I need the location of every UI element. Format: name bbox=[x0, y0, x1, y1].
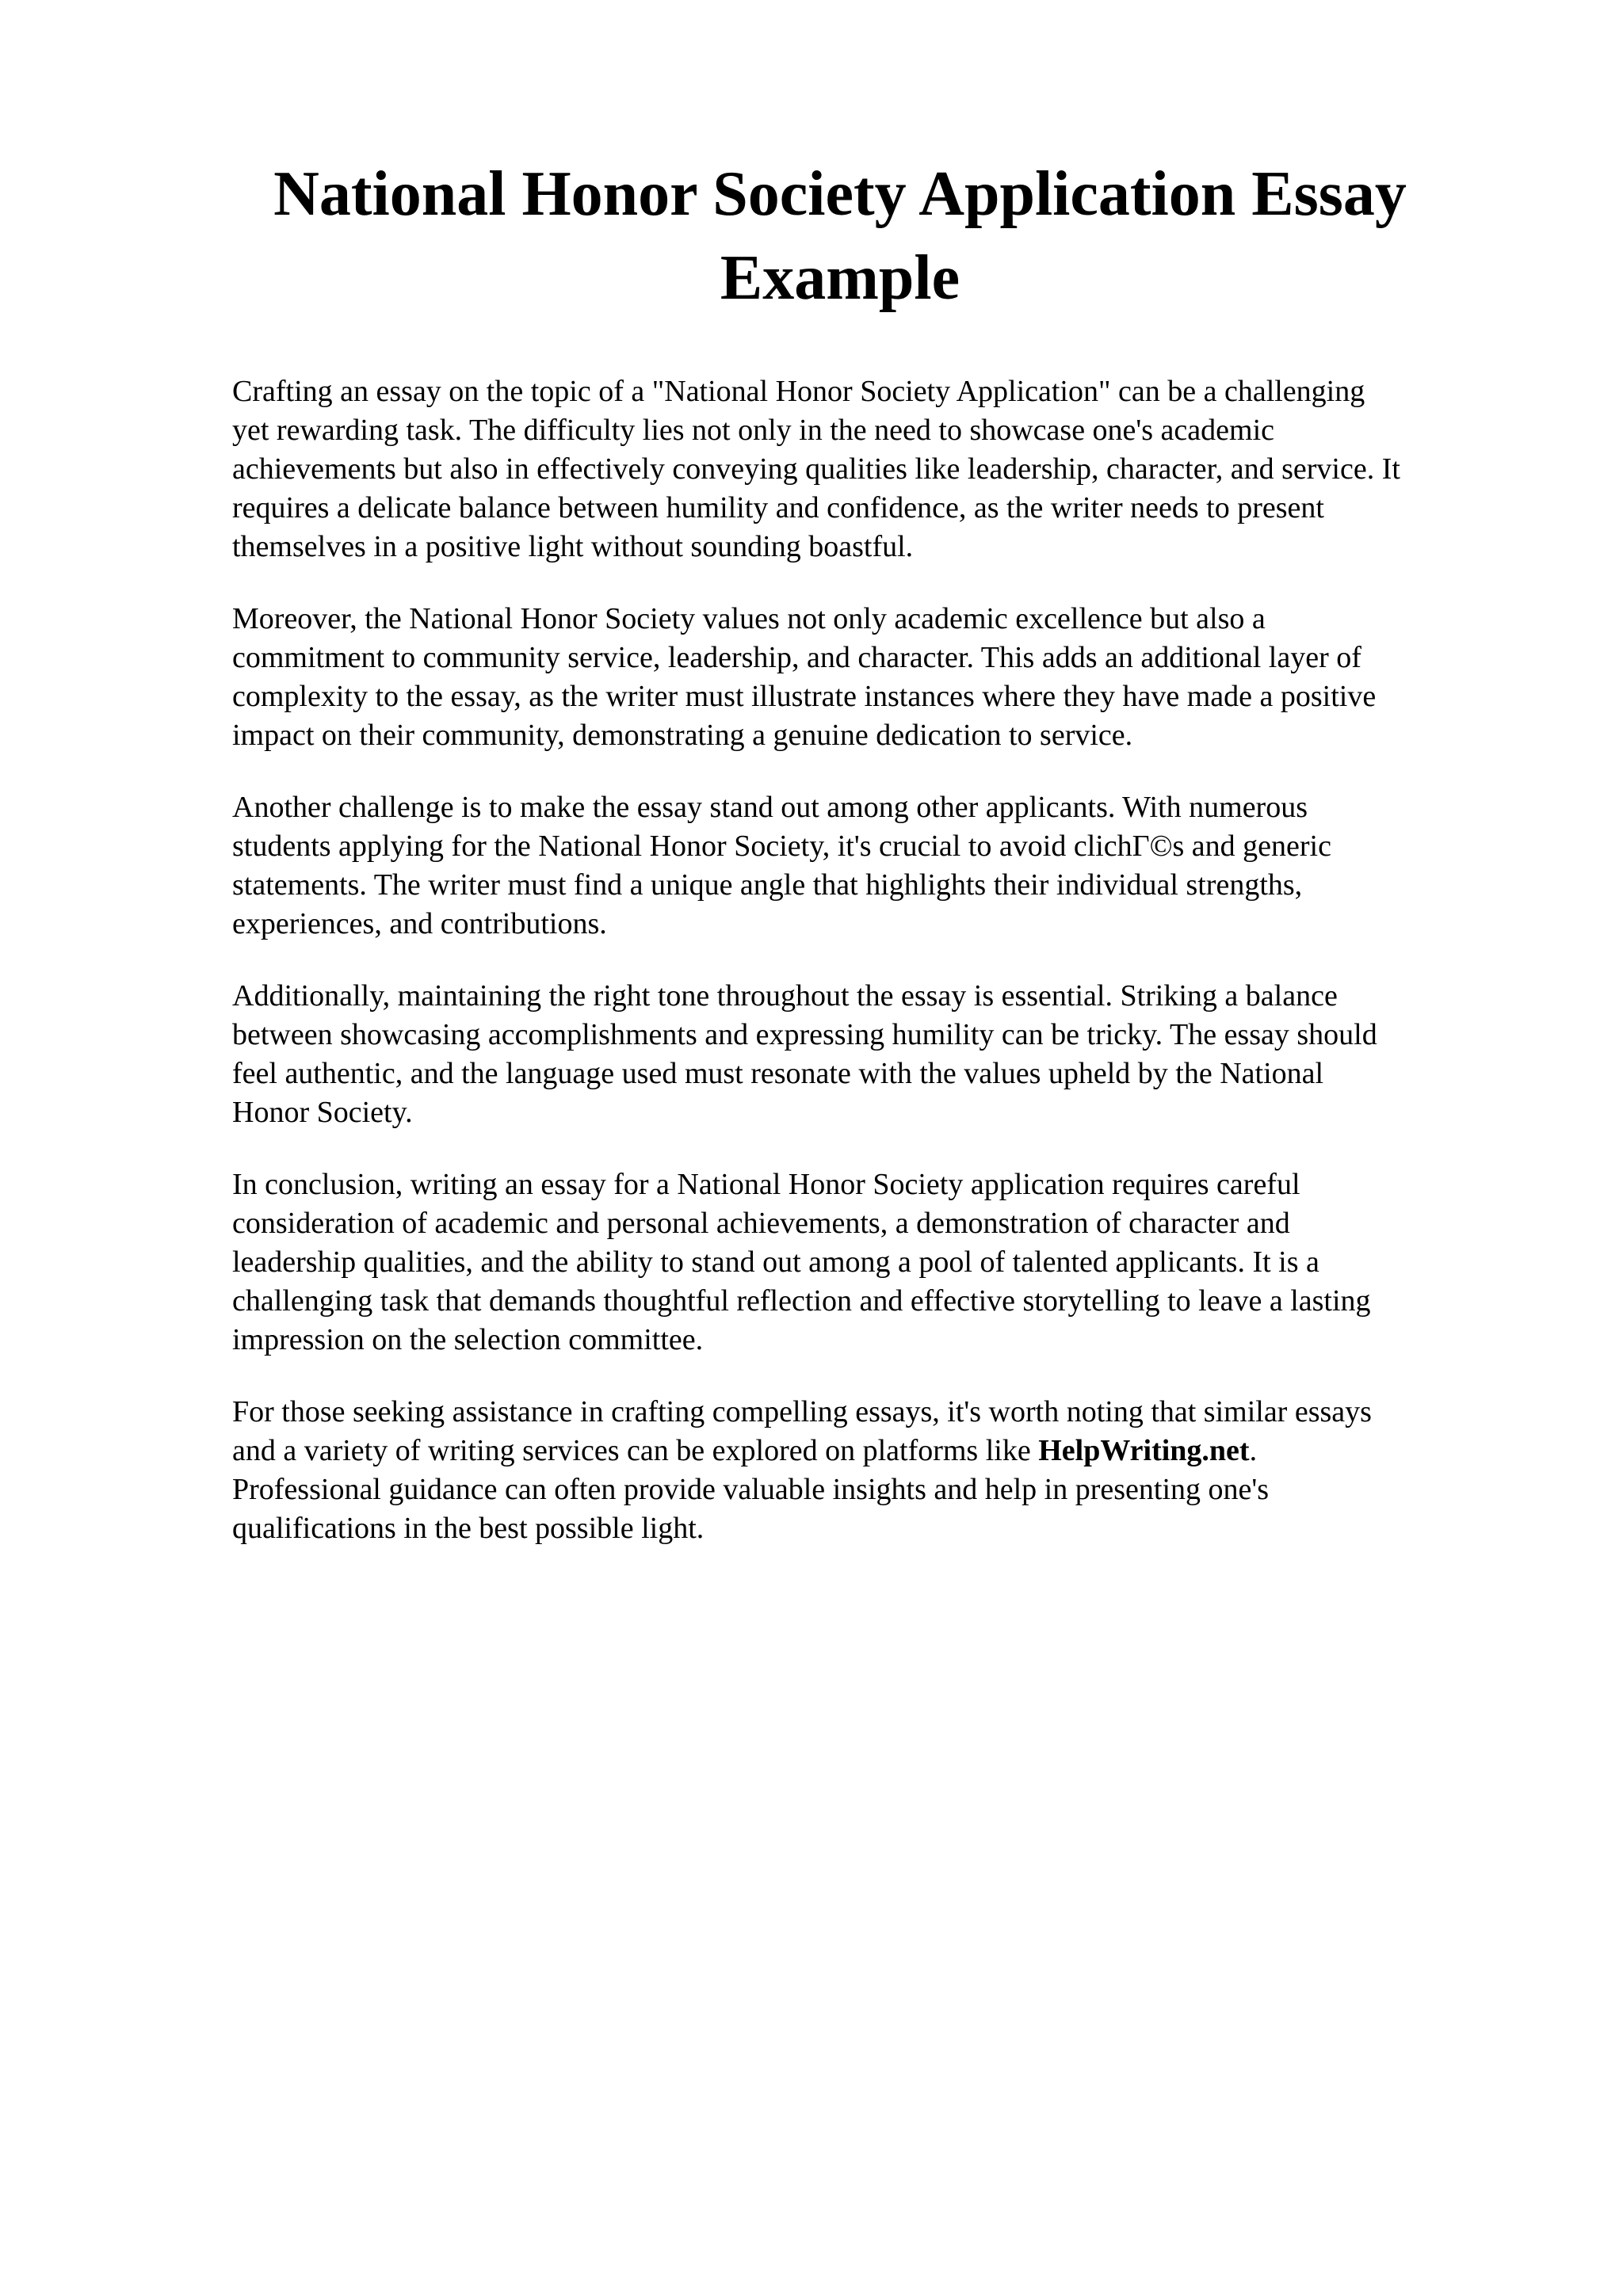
text-line bbox=[232, 1432, 1556, 1470]
text-line: between showcasing accomplishments and expressing humility can be tricky. The essay should bbox=[232, 1018, 1377, 1051]
text-line: consideration of academic and personal achievements, a demonstration of character and bbox=[232, 1207, 1290, 1240]
paragraph-2 bbox=[232, 600, 1556, 755]
text-fragment: . bbox=[1249, 1434, 1258, 1467]
text-line: impact on their community, demonstrating a genuine dedication to service. bbox=[232, 719, 1133, 752]
helpwriting-brand-link[interactable]: HelpWriting.net bbox=[1038, 1434, 1250, 1467]
text-fragment: and a variety of writing services can be explored on platforms like bbox=[232, 1434, 1039, 1467]
text-line: requires a delicate balance between humility and confidence, as the writer needs to present bbox=[232, 491, 1324, 524]
text-line: impression on the selection committee. bbox=[232, 1323, 704, 1356]
text-line: Another challenge is to make the essay stand out among other applicants. With numerous bbox=[232, 791, 1308, 824]
text-line: For those seeking assistance in crafting compelling essays, it's worth noting that similar essays bbox=[232, 1395, 1372, 1428]
text-line: Honor Society. bbox=[232, 1096, 413, 1129]
paragraph-4 bbox=[232, 977, 1556, 1132]
text-line: Moreover, the National Honor Society values not only academic excellence but also a bbox=[232, 602, 1266, 635]
text-line: challenging task that demands thoughtful reflection and effective storytelling to leave a lasting bbox=[232, 1284, 1371, 1318]
text-line: qualifications in the best possible light. bbox=[232, 1512, 705, 1545]
paragraph-closing bbox=[232, 1393, 1556, 1548]
paragraph-3 bbox=[232, 788, 1556, 944]
title-line-1: National Honor Society Application Essay bbox=[273, 159, 1407, 229]
text-line: Crafting an essay on the topic of a "National Honor Society Application" can be a challenging bbox=[232, 375, 1365, 408]
page-title bbox=[230, 152, 1450, 320]
essay-body bbox=[232, 372, 1556, 1581]
text-line: complexity to the essay, as the writer must illustrate instances where they have made a positive bbox=[232, 680, 1377, 713]
text-line: achievements but also in effectively conveying qualities like leadership, character, and service. It bbox=[232, 452, 1400, 486]
text-line: yet rewarding task. The difficulty lies not only in the need to showcase one's academic bbox=[232, 414, 1275, 447]
text-line: Additionally, maintaining the right tone throughout the essay is essential. Striking a balance bbox=[232, 979, 1338, 1013]
text-line: themselves in a positive light without sounding boastful. bbox=[232, 530, 914, 563]
text-line: In conclusion, writing an essay for a National Honor Society application requires careful bbox=[232, 1168, 1300, 1201]
title-line-2: Example bbox=[720, 243, 960, 313]
text-line: experiences, and contributions. bbox=[232, 907, 607, 940]
paragraph-1 bbox=[232, 372, 1556, 566]
text-line: statements. The writer must find a unique angle that highlights their individual strengths, bbox=[232, 868, 1303, 902]
text-line: commitment to community service, leadership, and character. This adds an additional layer of bbox=[232, 641, 1361, 674]
text-line: Professional guidance can often provide valuable insights and help in presenting one's bbox=[232, 1473, 1270, 1506]
text-line: feel authentic, and the language used must resonate with the values upheld by the National bbox=[232, 1057, 1324, 1090]
paragraph-5 bbox=[232, 1165, 1556, 1360]
text-line: leadership qualities, and the ability to stand out among a pool of talented applicants. It is a bbox=[232, 1245, 1319, 1279]
text-line: students applying for the National Honor Society, it's crucial to avoid clichГ©s and generic bbox=[232, 830, 1331, 863]
